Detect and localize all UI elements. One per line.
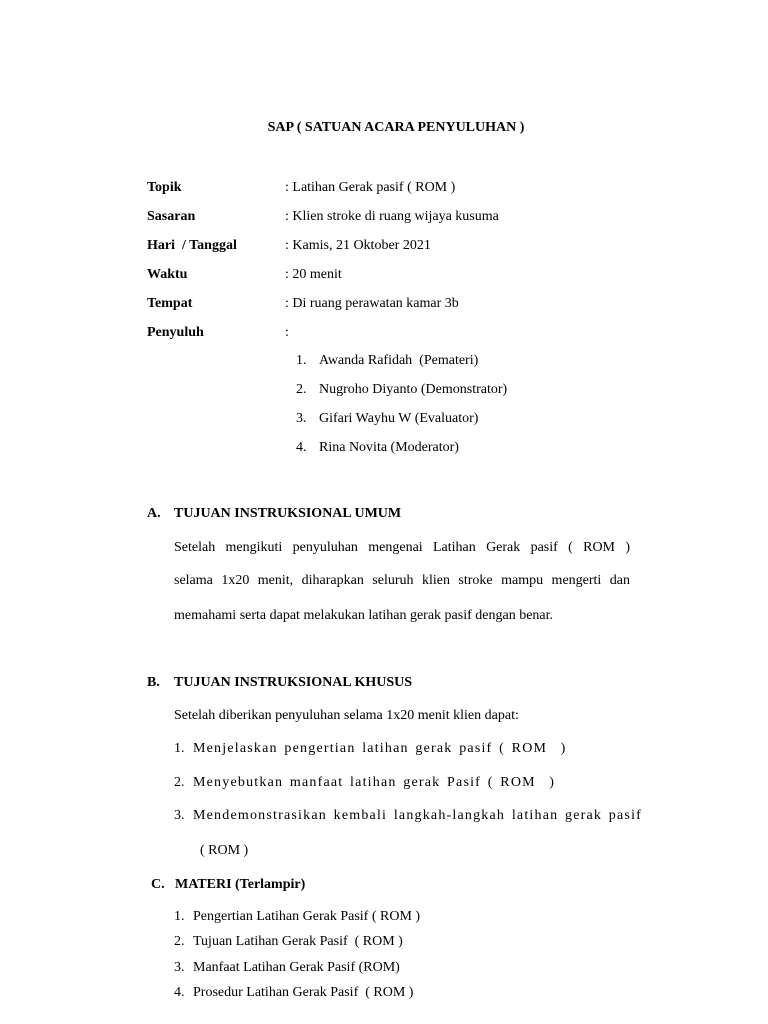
section-title: TUJUAN INSTRUKSIONAL KHUSUS — [174, 675, 413, 690]
list-number: 2. — [174, 934, 185, 949]
info-key: Waktu — [147, 267, 188, 282]
info-value: : 20 menit — [285, 267, 342, 282]
info-value: : Kamis, 21 Oktober 2021 — [285, 238, 431, 253]
list-text: Awanda Rafidah (Pemateri) — [319, 353, 479, 368]
list-number: 3. — [296, 411, 307, 426]
list-number: 3. — [174, 960, 185, 975]
info-key: Tempat — [147, 296, 193, 311]
info-key: Penyuluh — [147, 325, 204, 340]
list-text: Manfaat Latihan Gerak Pasif (ROM) — [193, 960, 400, 975]
list-text-continuation: ( ROM ) — [200, 843, 249, 858]
info-key: Sasaran — [147, 209, 196, 224]
section-letter: B. — [147, 675, 160, 690]
info-value: : Latihan Gerak pasif ( ROM ) — [285, 180, 456, 195]
list-text: Pengertian Latihan Gerak Pasif ( ROM ) — [193, 909, 421, 924]
list-number: 1. — [174, 909, 185, 924]
list-text: Nugroho Diyanto (Demonstrator) — [319, 382, 508, 397]
list-number: 3. — [174, 808, 185, 823]
list-text: Tujuan Latihan Gerak Pasif ( ROM ) — [193, 934, 403, 949]
paragraph-line: Setelah diberikan penyuluhan selama 1x20 menit klien dapat: — [174, 708, 519, 723]
list-number: 1. — [174, 741, 185, 756]
list-number: 4. — [296, 440, 307, 455]
list-number: 2. — [174, 775, 185, 790]
info-key: Hari / Tanggal — [147, 238, 237, 253]
info-value: : Di ruang perawatan kamar 3b — [285, 296, 459, 311]
list-text: Prosedur Latihan Gerak Pasif ( ROM ) — [193, 985, 414, 1000]
section-letter: C. — [151, 877, 165, 892]
paragraph-line: Setelah mengikuti penyuluhan mengenai Latihan Gerak pasif ( ROM ) — [174, 540, 630, 555]
info-value: : Klien stroke di ruang wijaya kusuma — [285, 209, 499, 224]
list-text: Menyebutkan manfaat latihan gerak Pasif ( ROM ) — [193, 775, 556, 790]
list-number: 4. — [174, 985, 185, 1000]
info-key: Topik — [147, 180, 182, 195]
section-title: TUJUAN INSTRUKSIONAL UMUM — [174, 506, 402, 521]
list-text: Mendemonstrasikan kembali langkah-langkah latihan gerak pasif — [193, 808, 643, 823]
paragraph-line: memahami serta dapat melakukan latihan gerak pasif dengan benar. — [174, 608, 554, 623]
list-text: Rina Novita (Moderator) — [319, 440, 459, 455]
list-text: Gifari Wayhu W (Evaluator) — [319, 411, 479, 426]
document-title: SAP ( SATUAN ACARA PENYULUHAN ) — [267, 120, 525, 135]
list-text: Menjelaskan pengertian latihan gerak pasif ( ROM ) — [193, 741, 567, 756]
list-number: 1. — [296, 353, 307, 368]
section-letter: A. — [147, 506, 161, 521]
section-title: MATERI (Terlampir) — [175, 877, 306, 892]
list-number: 2. — [296, 382, 307, 397]
info-value: : — [285, 325, 289, 340]
paragraph-line: selama 1x20 menit, diharapkan seluruh klien stroke mampu mengerti dan — [174, 573, 630, 588]
